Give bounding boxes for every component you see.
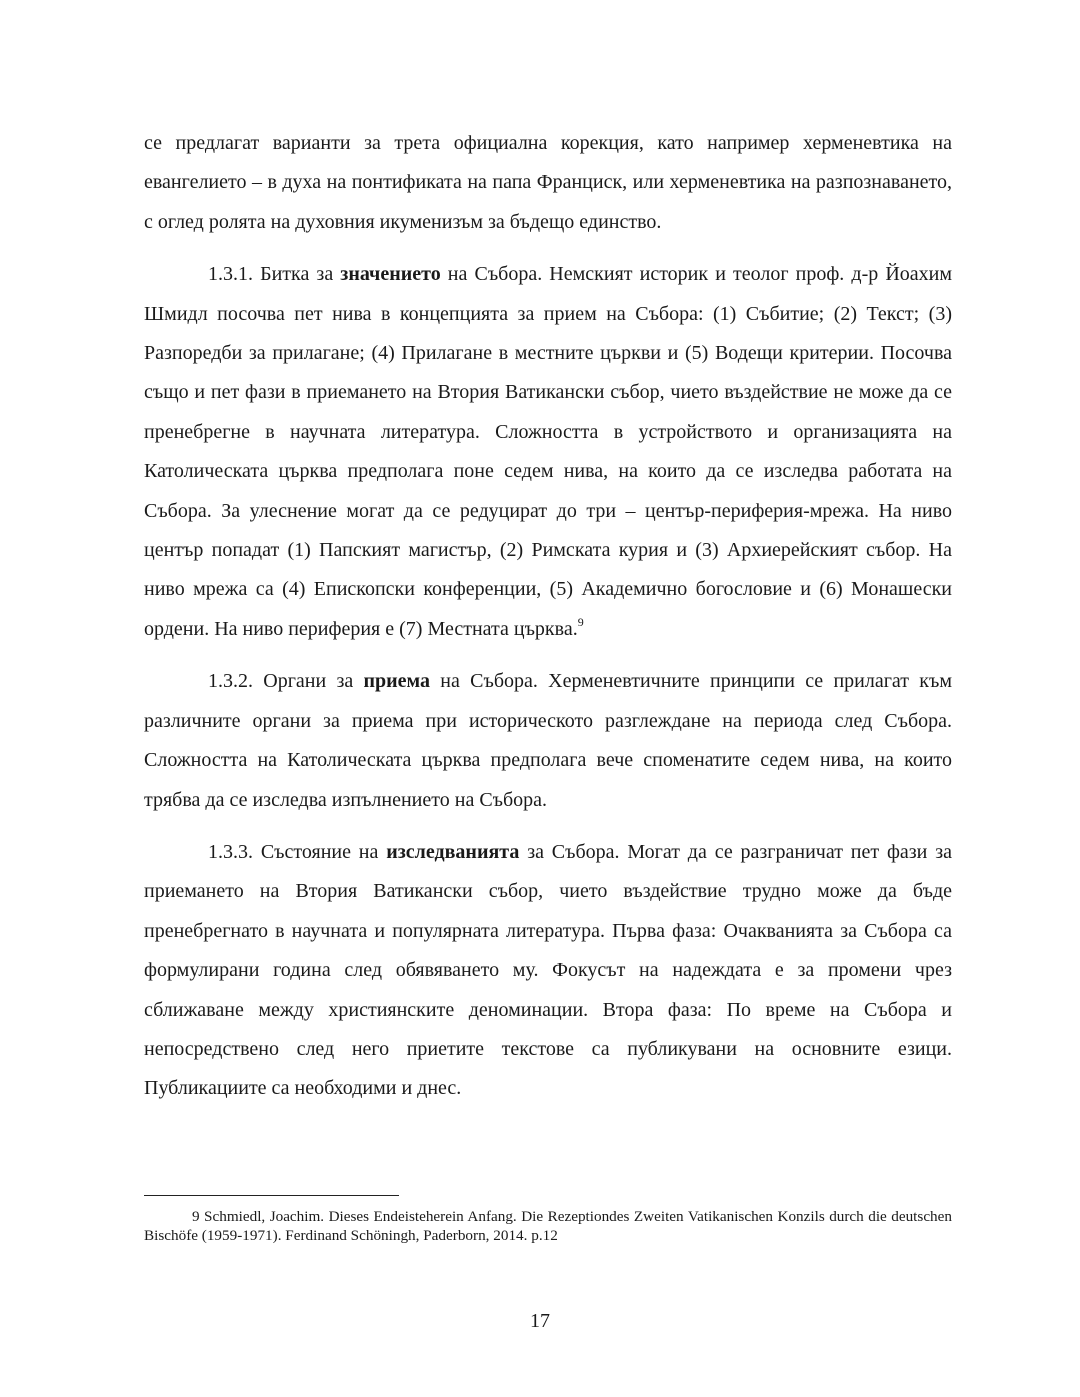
paragraph-1-3-1-bold: значението	[340, 263, 441, 286]
paragraph-1-3-2-bold: приема	[363, 670, 431, 693]
paragraph-1-3-2-lead: 1.3.2. Органи за	[208, 670, 364, 693]
paragraph-1-3-1-lead: 1.3.1. Битка за	[208, 263, 341, 286]
paragraph-1-3-3-lead: 1.3.3. Състояние на	[208, 840, 387, 863]
paragraph-1-3-3-bold: изследванията	[386, 840, 520, 863]
paragraph-1-3-1-body: на Събора. Немският историк и теолог проф. д-р Йоахим Шмидл посочва пет нива в концепцията за прием на Събора: (1) Събитие; (2) Текст; (3) Разпоредби за прилагане; (4) Прилагане в местните църкви и (5) Водещи критерии. Посочва също и пет фази в приемането на Втория Ватикански събор, чието въздействие не може да се пренебрегне в научната литература. Сложността в устройството и организацията на Католическата църква предполага поне седем нива, на които да се изследва работата на Събора. За улеснение могат да се редуцират до три – център-периферия-мрежа. На ниво център попадат (1) Папският магистър, (2) Римската курия и (3) Архиерейският събор. На ниво мрежа са (4) Епископски конференции, (5) Академично богословие и (6) Монашески ордени. На ниво периферия е (7) Местната църква.	[144, 263, 953, 640]
page-number: 17	[530, 1310, 550, 1332]
paragraph-1-3-3	[144, 833, 952, 1109]
page-body	[144, 124, 952, 1109]
paragraph-1-3-2-body: на Събора. Херменевтичните принципи се прилагат към различните органи за приема при историческото разглеждане на периода след Събора. Сложността на Католическата църква предполага вече споменатите седем нива, на които трябва да се изследва изпълнението на Събора.	[144, 670, 952, 811]
footnote-reference[interactable]: 9	[577, 614, 584, 629]
paragraph-1-3-3-body: за Събора. Могат да се разграничат пет фази за приемането на Втория Ватикански събор, чието въздействие трудно може да бъде пренебрегнато в научната и популярната литература. Първа фаза: Очакванията за Събора са формулирани година след обявяването му. Фокусът на надеждата е за промени чрез сближаване между християнските деноминации. Втора фаза: По време на Събора и непосредствено след него приетите текстове са публикувани на основните езици. Публикациите са необходими и днес.	[144, 840, 953, 1100]
paragraph-continuation: се предлагат варианти за трета официална корекция, като например херменевтика на евангелието – в духа на понтификата на папа Франциск, или херменевтика на разпознаването, с оглед ролята на духовния икуменизъм за бъдещо единство.	[144, 132, 952, 233]
footnote-9: 9 Schmiedl, Joachim. Dieses Endeisteherein Anfang. Die Rezeptiondes Zweiten Vatikanischen Konzils durch die deutschen Bischöfe (1959-1971). Ferdinand Schöningh, Paderborn, 2014. p.12	[144, 1208, 952, 1244]
paragraph-1-3-1	[144, 255, 952, 649]
footnote-separator	[144, 1195, 399, 1196]
paragraph-1-3-2	[144, 662, 952, 820]
